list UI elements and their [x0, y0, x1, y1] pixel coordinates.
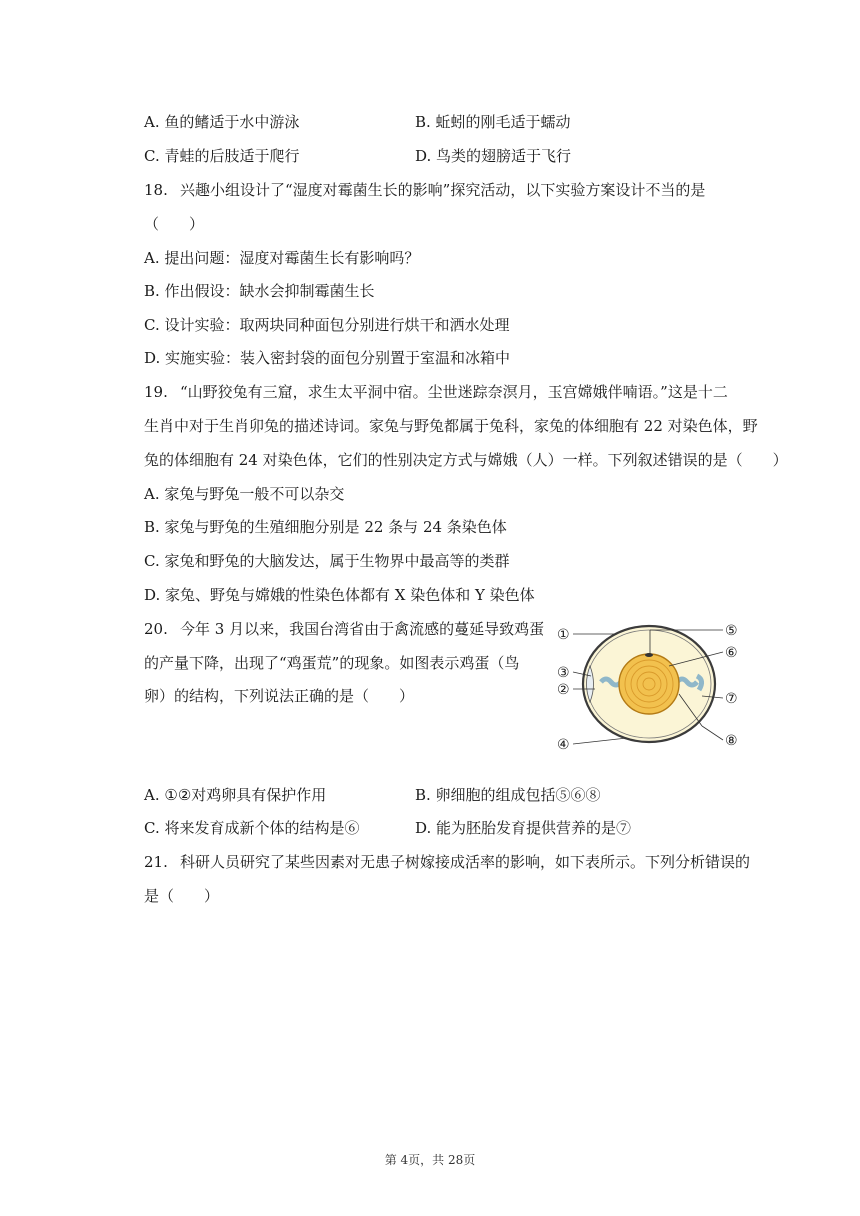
q20-option-d: D. 能为胚胎发育提供营养的是⑦: [415, 819, 632, 837]
q20-stem-line2: 的产量下降，出现了“鸡蛋荒”的现象。如图表示鸡蛋（鸟: [144, 654, 520, 672]
q18-option-b: B. 作出假设：缺水会抑制霉菌生长: [144, 282, 375, 300]
label-6: ⑥: [725, 645, 738, 661]
germinal-disc: [645, 653, 653, 657]
q21-stem-line2: 是（ ）: [144, 887, 220, 905]
q17-option-d: D. 鸟类的翅膀适于飞行: [415, 147, 572, 165]
q18-option-c: C. 设计实验：取两块同种面包分别进行烘干和洒水处理: [144, 316, 510, 334]
label-2: ②: [557, 682, 570, 698]
egg-structure-diagram: [557, 616, 753, 756]
page-footer: 第 4页，共 28页: [384, 1153, 476, 1167]
q19-number: 19.: [144, 383, 168, 401]
q17-option-c: C. 青蛙的后肢适于爬行: [144, 147, 300, 165]
q20-number: 20.: [144, 620, 168, 638]
label-7: ⑦: [725, 691, 738, 707]
q19-option-d: D. 家兔、野兔与嫦娥的性染色体都有 X 染色体和 Y 染色体: [144, 586, 535, 604]
q20-stem-line1: 今年 3 月以来，我国台湾省由于禽流感的蔓延导致鸡蛋: [180, 620, 545, 638]
label-1: ①: [557, 627, 570, 643]
label-5: ⑤: [725, 623, 738, 639]
q19-option-c: C. 家兔和野兔的大脑发达，属于生物界中最高等的类群: [144, 552, 510, 570]
q20-stem-line3: 卵）的结构，下列说法正确的是（ ）: [144, 687, 415, 705]
q21-stem: [144, 852, 750, 872]
q19-stem-line2: 生肖中对于生肖卯兔的描述诗词。家兔与野兔都属于兔科，家兔的体细胞有 22 对染色体，野: [144, 417, 758, 435]
q19-option-a: A. 家兔与野兔一般不可以杂交: [144, 485, 345, 503]
q18-option-a: A. 提出问题：湿度对霉菌生长有影响吗？: [144, 249, 420, 267]
q20-option-a: A. ①②对鸡卵具有保护作用: [144, 786, 327, 804]
q19-stem-line1: “山野狡兔有三窟，求生太平洞中宿。尘世迷踪奈溟月，玉宫嫦娥伴喃语。”这是十二: [180, 383, 728, 401]
q21-stem-line1: 科研人员研究了某些因素对无患子树嫁接成活率的影响，如下表所示。下列分析错误的: [180, 853, 751, 871]
yolk: [619, 654, 679, 714]
q20-option-c: C. 将来发育成新个体的结构是⑥: [144, 819, 360, 837]
q18-number: 18.: [144, 181, 168, 199]
q18-stem-line2: （ ）: [144, 215, 205, 233]
label-4: ④: [557, 737, 570, 753]
q18-stem-line1: 兴趣小组设计了“湿度对霉菌生长的影响”探究活动，以下实验方案设计不当的是: [180, 181, 706, 199]
q17-option-b: B. 蚯蚓的刚毛适于蠕动: [415, 113, 571, 131]
q20-stem: [144, 619, 544, 639]
q19-stem-line3: 兔的体细胞有 24 对染色体，它们的性别决定方式与嫦娥（人）一样。下列叙述错误的是（ ）: [144, 451, 788, 469]
label-3: ③: [557, 665, 570, 681]
q18-stem: [144, 180, 705, 200]
q20-option-b: B. 卵细胞的组成包括⑤⑥⑧: [415, 786, 601, 804]
q18-option-d: D. 实施实验：装入密封袋的面包分别置于室温和冰箱中: [144, 349, 511, 367]
q17-option-a: A. 鱼的鳍适于水中游泳: [144, 113, 300, 131]
label-8: ⑧: [725, 733, 738, 749]
q21-number: 21.: [144, 853, 168, 871]
q19-option-b: B. 家兔与野兔的生殖细胞分别是 22 条与 24 条染色体: [144, 518, 507, 536]
q19-stem: [144, 382, 728, 402]
